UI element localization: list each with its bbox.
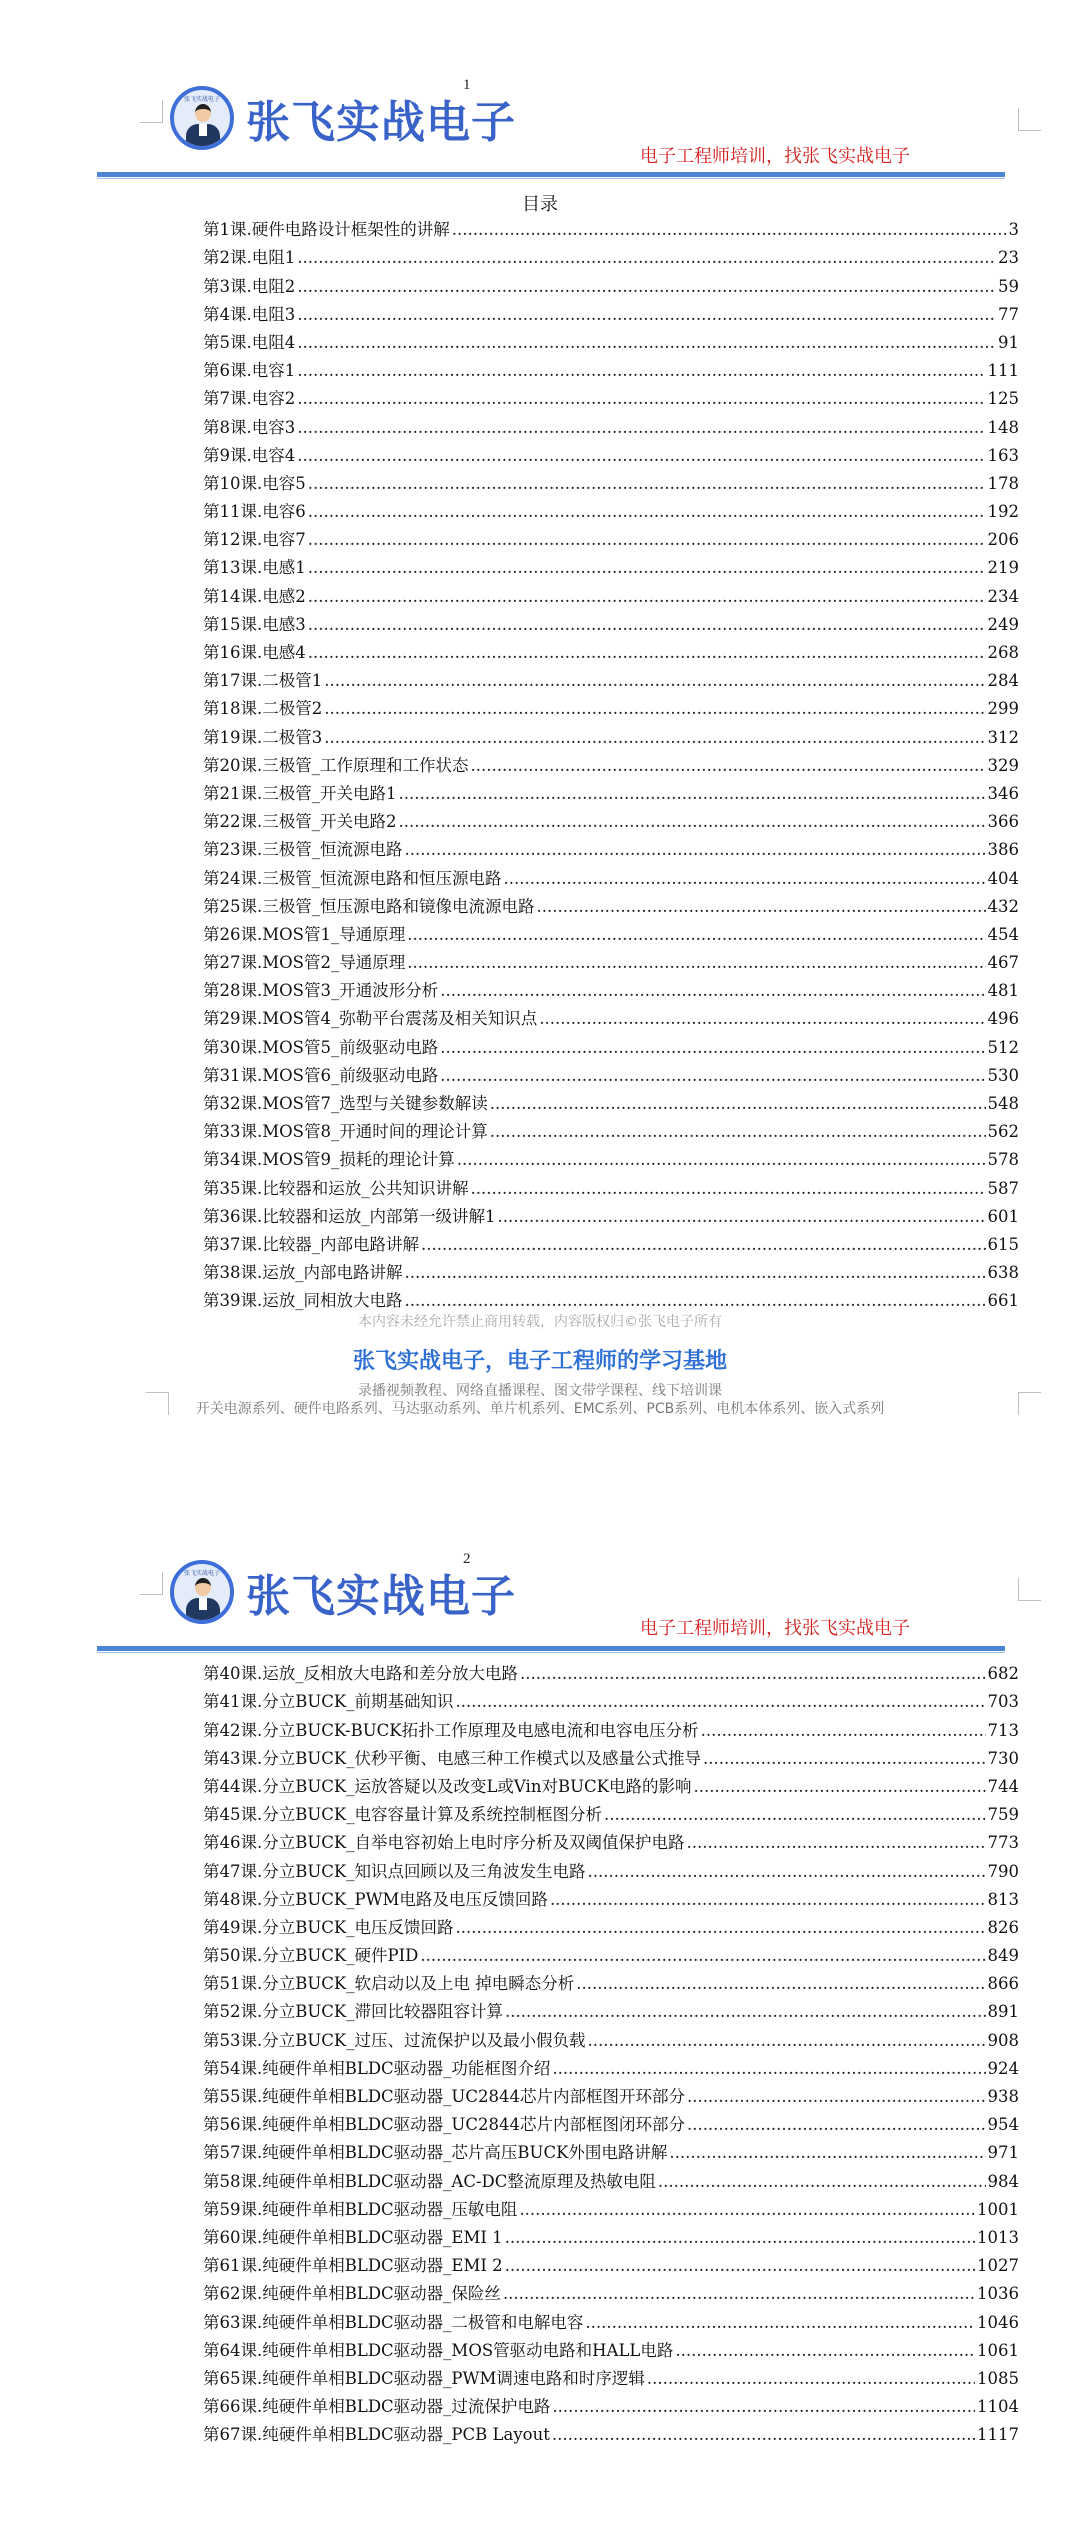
logo-wordmark: 张飞实战电子 bbox=[246, 97, 516, 148]
footer-series: 开关电源系列、硬件电路系列、马达驱动系列、单片机系列、EMC系列、PCB系列、电机本体系列、嵌入式系列 bbox=[195, 1401, 885, 1417]
toc-entry-label: 第7课.电容2 bbox=[203, 389, 296, 409]
toc-entry[interactable] bbox=[203, 776, 1019, 804]
toc-leader-dots bbox=[421, 1235, 986, 1255]
toc-entry-label: 第67课.纯硬件单相BLDC驱动器_PCB Layout bbox=[203, 2425, 550, 2445]
toc-entry-label: 第9课.电容4 bbox=[203, 445, 296, 465]
toc-leader-dots bbox=[297, 248, 996, 268]
toc-leader-dots bbox=[324, 699, 985, 719]
toc-entry[interactable] bbox=[203, 2135, 1019, 2163]
toc-entry[interactable] bbox=[203, 860, 1019, 888]
toc-entry-page: 91 bbox=[998, 332, 1019, 352]
toc-entry-label: 第53课.分立BUCK_过压、过流保护以及最小假负载 bbox=[203, 2030, 586, 2050]
toc-entry-page: 601 bbox=[987, 1206, 1019, 1226]
toc-entry-label: 第17课.二极管1 bbox=[203, 671, 323, 691]
toc-title: 目录 bbox=[522, 194, 558, 215]
toc-entry-page: 59 bbox=[998, 276, 1019, 296]
toc-entry[interactable] bbox=[203, 297, 1019, 325]
toc-entry[interactable] bbox=[203, 240, 1019, 268]
footer-slogan: 张飞实战电子，电子工程师的学习基地 bbox=[352, 1349, 727, 1374]
toc-entry[interactable] bbox=[203, 1966, 1019, 1994]
toc-entry-label: 第50课.分立BUCK_硬件PID bbox=[203, 1946, 419, 1966]
toc-entry-page: 954 bbox=[987, 2115, 1019, 2135]
toc-leader-dots bbox=[399, 812, 986, 832]
toc-entry[interactable] bbox=[203, 1283, 1019, 1311]
toc-entry[interactable] bbox=[203, 917, 1019, 945]
toc-leader-dots bbox=[587, 2031, 985, 2051]
toc-leader-dots bbox=[297, 446, 985, 466]
seal-text: 张飞实战电子 bbox=[183, 1570, 220, 1577]
toc-entry-label: 第64课.纯硬件单相BLDC驱动器_MOS管驱动电路和HALL电路 bbox=[203, 2340, 674, 2360]
toc-entry[interactable] bbox=[203, 2361, 1019, 2389]
toc-entry[interactable] bbox=[203, 1938, 1019, 1966]
toc-entry-page: 1085 bbox=[977, 2368, 1019, 2388]
toc-entry-page: 268 bbox=[987, 643, 1019, 662]
toc-entry-page: 512 bbox=[987, 1037, 1019, 1057]
toc-entry-label: 第54课.纯硬件单相BLDC驱动器_功能框图介绍 bbox=[203, 2058, 551, 2078]
toc-leader-dots bbox=[297, 389, 985, 409]
toc-entry-label: 第44课.分立BUCK_运放答疑以及改变L或Vin对BUCK电路的影响 bbox=[203, 1776, 692, 1796]
toc-entry-page: 299 bbox=[987, 699, 1019, 719]
toc-leader-dots bbox=[490, 1094, 986, 1114]
footer-courses: 录播视频教程、网络直播课程、图文带学课程、线下培训课 bbox=[358, 1383, 722, 1399]
toc-leader-dots bbox=[505, 2002, 986, 2022]
toc-leader-dots bbox=[405, 1291, 986, 1311]
toc-entry[interactable] bbox=[203, 1227, 1019, 1255]
toc-leader-dots bbox=[455, 1692, 985, 1712]
toc-entry-page: 329 bbox=[987, 755, 1019, 775]
toc-leader-dots bbox=[452, 220, 1007, 240]
toc-entry-label: 第11课.电容6 bbox=[203, 502, 306, 522]
toc-entry-page: 713 bbox=[987, 1720, 1019, 1740]
toc-entry[interactable] bbox=[203, 2107, 1019, 2135]
toc-entry[interactable] bbox=[203, 1741, 1019, 1769]
toc-entry-page: 891 bbox=[987, 2002, 1019, 2022]
header-tagline: 电子工程师培训，找张飞实战电子 bbox=[640, 1618, 910, 1639]
toc-entry-page: 234 bbox=[987, 586, 1019, 606]
toc-leader-dots bbox=[471, 1179, 986, 1199]
header-rule bbox=[97, 172, 1005, 177]
toc-entry-page: 548 bbox=[987, 1094, 1019, 1113]
toc-entry-label: 第29课.MOS管4_弥勒平台震荡及相关知识点 bbox=[203, 1009, 538, 1029]
toc-entry-label: 第32课.MOS管7_选型与关键参数解读 bbox=[203, 1094, 488, 1113]
toc-leader-dots bbox=[703, 1749, 986, 1769]
toc-entry-label: 第55课.纯硬件单相BLDC驱动器_UC2844芯片内部框图开环部分 bbox=[203, 2087, 685, 2106]
toc-entry-label: 第56课.纯硬件单相BLDC驱动器_UC2844芯片内部框图闭环部分 bbox=[203, 2115, 685, 2135]
toc-leader-dots bbox=[505, 2228, 975, 2248]
toc-entry-page: 1046 bbox=[977, 2312, 1019, 2332]
toc-leader-dots bbox=[297, 305, 996, 325]
logo-wordmark: 张飞实战电子 bbox=[246, 1571, 516, 1622]
toc-entry-page: 178 bbox=[987, 473, 1019, 493]
toc-leader-dots bbox=[647, 2369, 975, 2389]
toc-entry-page: 23 bbox=[998, 248, 1019, 268]
toc-entry-page: 1061 bbox=[977, 2340, 1019, 2360]
page-number: 2 bbox=[463, 1551, 471, 1567]
toc-leader-dots bbox=[552, 2059, 985, 2079]
toc-entry-label: 第16课.电感4 bbox=[203, 643, 306, 662]
toc-entry[interactable] bbox=[203, 1114, 1019, 1142]
toc-entry-label: 第47课.分立BUCK_知识点回顾以及三角波发生电路 bbox=[203, 1861, 586, 1881]
toc-leader-dots bbox=[539, 1009, 985, 1029]
toc-entry-label: 第31课.MOS管6_前级驱动电路 bbox=[203, 1065, 439, 1085]
toc-entry[interactable] bbox=[203, 2276, 1019, 2304]
toc-entry[interactable] bbox=[203, 466, 1019, 494]
toc-entry[interactable] bbox=[203, 635, 1019, 663]
toc-leader-dots bbox=[308, 474, 986, 494]
toc-entry-page: 3 bbox=[1008, 220, 1019, 240]
toc-leader-dots bbox=[552, 2425, 975, 2445]
logo-seal-icon bbox=[170, 86, 234, 150]
toc-leader-dots bbox=[440, 981, 985, 1001]
toc-entry-label: 第21课.三极管_开关电路1 bbox=[203, 783, 397, 803]
toc-entry-page: 432 bbox=[987, 896, 1019, 916]
toc-leader-dots bbox=[669, 2143, 985, 2163]
toc-entry[interactable] bbox=[203, 607, 1019, 635]
toc-entry-label: 第63课.纯硬件单相BLDC驱动器_二极管和电解电容 bbox=[203, 2312, 584, 2332]
toc-entry-page: 984 bbox=[987, 2171, 1019, 2191]
toc-leader-dots bbox=[519, 2200, 975, 2220]
toc-entry-page: 826 bbox=[987, 1917, 1019, 1937]
toc-entry-label: 第48课.分立BUCK_PWM电路及电压反馈回路 bbox=[203, 1889, 548, 1909]
toc-entry-page: 77 bbox=[998, 304, 1019, 324]
toc-leader-dots bbox=[308, 530, 986, 550]
toc-entry-page: 682 bbox=[987, 1664, 1019, 1684]
toc-leader-dots bbox=[308, 615, 986, 635]
toc-entry[interactable] bbox=[203, 1142, 1019, 1170]
toc-entry-page: 386 bbox=[987, 840, 1019, 860]
toc-entry-page: 703 bbox=[987, 1692, 1019, 1712]
toc-entry[interactable] bbox=[203, 973, 1019, 1001]
toc-leader-dots bbox=[407, 925, 985, 945]
toc-entry-page: 111 bbox=[987, 361, 1019, 381]
toc-entry-page: 938 bbox=[987, 2087, 1019, 2106]
toc-leader-dots bbox=[505, 2256, 975, 2276]
toc-leader-dots bbox=[537, 897, 986, 917]
toc-entry[interactable] bbox=[203, 409, 1019, 437]
toc-entry[interactable] bbox=[203, 1029, 1019, 1057]
toc-entry-label: 第65课.纯硬件单相BLDC驱动器_PWM调速电路和时序逻辑 bbox=[203, 2368, 645, 2388]
toc-entry-page: 971 bbox=[987, 2143, 1019, 2163]
logo-seal-icon bbox=[170, 1560, 234, 1624]
toc-entry[interactable] bbox=[203, 550, 1019, 578]
toc-entry[interactable] bbox=[203, 1882, 1019, 1910]
toc-entry-label: 第40课.运放_反相放大电路和差分放大电路 bbox=[203, 1664, 518, 1684]
toc-entry[interactable] bbox=[203, 889, 1019, 917]
toc-leader-dots bbox=[550, 1890, 986, 1910]
toc-leader-dots bbox=[405, 840, 986, 860]
toc-entry-page: 730 bbox=[987, 1748, 1019, 1768]
toc-leader-dots bbox=[552, 2397, 975, 2417]
toc-entry[interactable] bbox=[203, 1994, 1019, 2022]
toc-leader-dots bbox=[297, 418, 985, 438]
toc-leader-dots bbox=[297, 333, 996, 353]
toc-entry-page: 587 bbox=[987, 1178, 1019, 1198]
toc-leader-dots bbox=[498, 1207, 986, 1227]
toc-entry[interactable] bbox=[203, 748, 1019, 776]
toc-entry-label: 第19课.二极管3 bbox=[203, 727, 323, 747]
toc-entry-label: 第37课.比较器_内部电路讲解 bbox=[203, 1234, 419, 1254]
brand-logo bbox=[170, 1560, 516, 1624]
toc-leader-dots bbox=[399, 784, 986, 804]
toc-leader-dots bbox=[297, 277, 996, 297]
toc-entry[interactable] bbox=[203, 719, 1019, 747]
toc-leader-dots bbox=[687, 2115, 986, 2135]
page-number: 1 bbox=[463, 77, 471, 93]
toc-leader-dots bbox=[308, 587, 986, 607]
toc-entry-label: 第14课.电感2 bbox=[203, 586, 306, 606]
toc-entry-label: 第3课.电阻2 bbox=[203, 276, 296, 296]
toc-entry-page: 1001 bbox=[977, 2199, 1019, 2219]
toc-entry-page: 1027 bbox=[977, 2256, 1019, 2276]
toc-entry[interactable] bbox=[203, 2079, 1019, 2107]
toc-entry[interactable] bbox=[203, 1712, 1019, 1740]
toc-leader-dots bbox=[658, 2172, 986, 2192]
toc-entry[interactable] bbox=[203, 2417, 1019, 2445]
header-tagline: 电子工程师培训，找张飞实战电子 bbox=[640, 146, 910, 167]
toc-entry-page: 454 bbox=[987, 924, 1019, 944]
toc-entry-label: 第61课.纯硬件单相BLDC驱动器_EMI 2 bbox=[203, 2256, 503, 2276]
toc-entry-label: 第42课.分立BUCK-BUCK拓扑工作原理及电感电流和电容电压分析 bbox=[203, 1720, 699, 1740]
toc-entry[interactable] bbox=[203, 1199, 1019, 1227]
toc-entry[interactable] bbox=[203, 1853, 1019, 1881]
toc-entry-label: 第35课.比较器和运放_公共知识讲解 bbox=[203, 1178, 469, 1198]
toc-entry-page: 219 bbox=[987, 558, 1019, 578]
toc-entry[interactable] bbox=[203, 1255, 1019, 1283]
toc-leader-dots bbox=[504, 869, 986, 889]
toc-entry-page: 578 bbox=[987, 1150, 1019, 1170]
toc-entry[interactable] bbox=[203, 2192, 1019, 2220]
toc-entry-label: 第1课.硬件电路设计框架性的讲解 bbox=[203, 220, 450, 240]
toc-leader-dots bbox=[687, 2087, 986, 2107]
toc-entry-label: 第57课.纯硬件单相BLDC驱动器_芯片高压BUCK外围电路讲解 bbox=[203, 2143, 668, 2163]
toc-entry-page: 496 bbox=[987, 1009, 1019, 1029]
crop-mark bbox=[140, 1572, 163, 1595]
toc-entry-label: 第12课.电容7 bbox=[203, 530, 306, 550]
toc-entry-label: 第22课.三极管_开关电路2 bbox=[203, 812, 397, 832]
toc-leader-dots bbox=[308, 502, 986, 522]
toc-entry-page: 924 bbox=[987, 2058, 1019, 2078]
toc-entry-label: 第66课.纯硬件单相BLDC驱动器_过流保护电路 bbox=[203, 2397, 551, 2417]
toc-entry-page: 467 bbox=[987, 953, 1019, 973]
toc-entry-page: 562 bbox=[987, 1122, 1019, 1142]
toc-entry-label: 第24课.三极管_恒流源电路和恒压源电路 bbox=[203, 868, 502, 888]
toc-entry-page: 366 bbox=[987, 812, 1019, 832]
toc-entry-page: 481 bbox=[987, 981, 1019, 1001]
toc-entry-page: 312 bbox=[987, 727, 1019, 747]
toc-entry-page: 346 bbox=[987, 783, 1019, 803]
toc-entry-label: 第52课.分立BUCK_滞回比较器阻容计算 bbox=[203, 2002, 503, 2022]
toc-entry-page: 404 bbox=[987, 868, 1019, 888]
toc-entry[interactable] bbox=[203, 438, 1019, 466]
toc-leader-dots bbox=[490, 1122, 986, 1142]
toc-entry[interactable] bbox=[203, 1170, 1019, 1198]
toc-leader-dots bbox=[585, 2313, 975, 2333]
toc-entry[interactable] bbox=[203, 494, 1019, 522]
toc-entry-label: 第8课.电容3 bbox=[203, 417, 296, 437]
toc-entry-page: 813 bbox=[987, 1889, 1019, 1909]
toc-entry-label: 第5课.电阻4 bbox=[203, 332, 296, 352]
copyright-notice: 本内容未经允许禁止商用转载，内容版权归©张飞电子所有 bbox=[358, 1314, 722, 1330]
toc-list bbox=[203, 212, 1019, 1311]
toc-entry-page: 790 bbox=[987, 1861, 1019, 1881]
toc-entry-label: 第33课.MOS管8_开通时间的理论计算 bbox=[203, 1122, 488, 1142]
toc-entry-label: 第13课.电感1 bbox=[203, 558, 306, 578]
brand-logo bbox=[170, 86, 516, 150]
toc-entry-page: 661 bbox=[987, 1291, 1019, 1311]
toc-leader-dots bbox=[701, 1721, 986, 1741]
toc-entry[interactable] bbox=[203, 381, 1019, 409]
toc-leader-dots bbox=[604, 1805, 986, 1825]
toc-leader-dots bbox=[455, 1918, 985, 1938]
toc-entry-label: 第18课.二极管2 bbox=[203, 699, 323, 719]
toc-entry[interactable] bbox=[203, 2248, 1019, 2276]
toc-entry[interactable] bbox=[203, 1797, 1019, 1825]
toc-entry-label: 第60课.纯硬件单相BLDC驱动器_EMI 1 bbox=[203, 2227, 503, 2247]
header-rule bbox=[97, 1646, 1005, 1651]
toc-entry[interactable] bbox=[203, 212, 1019, 240]
document-page-2 bbox=[0, 1520, 1080, 2532]
toc-entry-label: 第49课.分立BUCK_电压反馈回路 bbox=[203, 1917, 454, 1937]
toc-leader-dots bbox=[308, 643, 986, 663]
toc-entry-page: 1104 bbox=[977, 2397, 1019, 2417]
toc-entry[interactable] bbox=[203, 1825, 1019, 1853]
toc-entry-label: 第51课.分立BUCK_软启动以及上电 掉电瞬态分析 bbox=[203, 1974, 575, 1994]
toc-entry-page: 744 bbox=[987, 1776, 1019, 1796]
toc-entry[interactable] bbox=[203, 578, 1019, 606]
toc-entry-page: 148 bbox=[987, 417, 1019, 437]
toc-entry-label: 第28课.MOS管3_开通波形分析 bbox=[203, 981, 439, 1001]
toc-leader-dots bbox=[675, 2341, 975, 2361]
toc-leader-dots bbox=[324, 728, 985, 748]
toc-entry-label: 第10课.电容5 bbox=[203, 473, 306, 493]
toc-entry-label: 第34课.MOS管9_损耗的理论计算 bbox=[203, 1150, 455, 1170]
toc-leader-dots bbox=[405, 1263, 986, 1283]
toc-entry[interactable] bbox=[203, 2389, 1019, 2417]
toc-entry[interactable] bbox=[203, 2022, 1019, 2050]
toc-entry[interactable] bbox=[203, 325, 1019, 353]
toc-entry-page: 866 bbox=[987, 1974, 1019, 1994]
toc-entry[interactable] bbox=[203, 522, 1019, 550]
toc-leader-dots bbox=[440, 1038, 985, 1058]
toc-entry-page: 1117 bbox=[977, 2425, 1019, 2445]
toc-entry[interactable] bbox=[203, 268, 1019, 296]
toc-leader-dots bbox=[693, 1777, 985, 1797]
toc-entry-page: 1013 bbox=[977, 2227, 1019, 2247]
toc-entry-label: 第58课.纯硬件单相BLDC驱动器_AC-DC整流原理及热敏电阻 bbox=[203, 2171, 656, 2191]
toc-entry-label: 第26课.MOS管1_导通原理 bbox=[203, 924, 406, 944]
crop-mark bbox=[140, 100, 163, 123]
toc-entry-label: 第15课.电感3 bbox=[203, 614, 306, 634]
toc-entry-page: 1036 bbox=[977, 2284, 1019, 2304]
toc-entry-label: 第43课.分立BUCK_伏秒平衡、电感三种工作模式以及感量公式推导 bbox=[203, 1748, 701, 1768]
toc-entry[interactable] bbox=[203, 1001, 1019, 1029]
toc-entry-label: 第62课.纯硬件单相BLDC驱动器_保险丝 bbox=[203, 2284, 501, 2304]
seal-text: 张飞实战电子 bbox=[183, 96, 220, 103]
toc-leader-dots bbox=[457, 1150, 986, 1170]
crop-mark bbox=[146, 1392, 169, 1415]
toc-entry[interactable] bbox=[203, 2304, 1019, 2332]
toc-entry-label: 第38课.运放_内部电路讲解 bbox=[203, 1263, 403, 1283]
toc-leader-dots bbox=[440, 1066, 985, 1086]
toc-leader-dots bbox=[420, 1946, 985, 1966]
toc-entry-page: 849 bbox=[987, 1946, 1019, 1966]
toc-entry[interactable] bbox=[203, 1910, 1019, 1938]
toc-leader-dots bbox=[407, 953, 985, 973]
crop-mark bbox=[1018, 108, 1041, 131]
toc-leader-dots bbox=[297, 361, 985, 381]
toc-entry[interactable] bbox=[203, 663, 1019, 691]
toc-entry[interactable] bbox=[203, 804, 1019, 832]
toc-leader-dots bbox=[587, 1862, 985, 1882]
toc-leader-dots bbox=[471, 756, 986, 776]
toc-entry[interactable] bbox=[203, 1058, 1019, 1086]
toc-entry[interactable] bbox=[203, 2333, 1019, 2361]
toc-entry[interactable] bbox=[203, 832, 1019, 860]
toc-entry-label: 第46课.分立BUCK_自举电容初始上电时序分析及双阈值保护电路 bbox=[203, 1833, 685, 1853]
toc-list bbox=[203, 1656, 1019, 2445]
toc-leader-dots bbox=[576, 1974, 985, 1994]
toc-entry-page: 125 bbox=[987, 389, 1019, 409]
toc-entry-page: 249 bbox=[987, 614, 1019, 634]
toc-entry[interactable] bbox=[203, 691, 1019, 719]
toc-entry-label: 第23课.三极管_恒流源电路 bbox=[203, 840, 403, 860]
toc-entry[interactable] bbox=[203, 2163, 1019, 2191]
toc-entry-page: 163 bbox=[987, 445, 1019, 465]
toc-entry[interactable] bbox=[203, 1656, 1019, 1684]
toc-entry[interactable] bbox=[203, 2220, 1019, 2248]
toc-entry-label: 第41课.分立BUCK_前期基础知识 bbox=[203, 1692, 454, 1712]
toc-entry-page: 206 bbox=[987, 530, 1019, 550]
crop-mark bbox=[1018, 1392, 1041, 1415]
toc-entry-label: 第27课.MOS管2_导通原理 bbox=[203, 953, 406, 973]
toc-entry-label: 第6课.电容1 bbox=[203, 361, 296, 381]
toc-leader-dots bbox=[324, 671, 985, 691]
toc-entry-page: 759 bbox=[987, 1805, 1019, 1825]
toc-entry[interactable] bbox=[203, 1684, 1019, 1712]
toc-entry-label: 第4课.电阻3 bbox=[203, 304, 296, 324]
toc-entry-label: 第39课.运放_同相放大电路 bbox=[203, 1291, 403, 1311]
toc-entry-label: 第30课.MOS管5_前级驱动电路 bbox=[203, 1037, 439, 1057]
toc-leader-dots bbox=[308, 558, 986, 578]
toc-entry-label: 第36课.比较器和运放_内部第一级讲解1 bbox=[203, 1206, 496, 1226]
toc-entry-label: 第25课.三极管_恒压源电路和镜像电流源电路 bbox=[203, 896, 535, 916]
toc-entry-page: 284 bbox=[987, 671, 1019, 691]
toc-entry[interactable] bbox=[203, 353, 1019, 381]
toc-entry-label: 第20课.三极管_工作原理和工作状态 bbox=[203, 755, 469, 775]
toc-entry[interactable] bbox=[203, 2051, 1019, 2079]
toc-entry-label: 第59课.纯硬件单相BLDC驱动器_压敏电阻 bbox=[203, 2199, 518, 2219]
crop-mark bbox=[1018, 1578, 1041, 1601]
toc-leader-dots bbox=[503, 2284, 975, 2304]
toc-entry-page: 908 bbox=[987, 2030, 1019, 2050]
toc-entry-page: 615 bbox=[987, 1234, 1019, 1254]
toc-leader-dots bbox=[520, 1664, 986, 1684]
toc-entry-page: 773 bbox=[987, 1833, 1019, 1853]
toc-entry[interactable] bbox=[203, 945, 1019, 973]
toc-entry-label: 第2课.电阻1 bbox=[203, 248, 296, 268]
toc-entry-page: 530 bbox=[987, 1065, 1019, 1085]
toc-entry-label: 第45课.分立BUCK_电容容量计算及系统控制框图分析 bbox=[203, 1805, 602, 1825]
toc-entry-page: 192 bbox=[987, 502, 1019, 522]
toc-leader-dots bbox=[686, 1833, 985, 1853]
toc-entry-page: 638 bbox=[987, 1263, 1019, 1283]
toc-entry[interactable] bbox=[203, 1769, 1019, 1797]
toc-entry[interactable] bbox=[203, 1086, 1019, 1114]
